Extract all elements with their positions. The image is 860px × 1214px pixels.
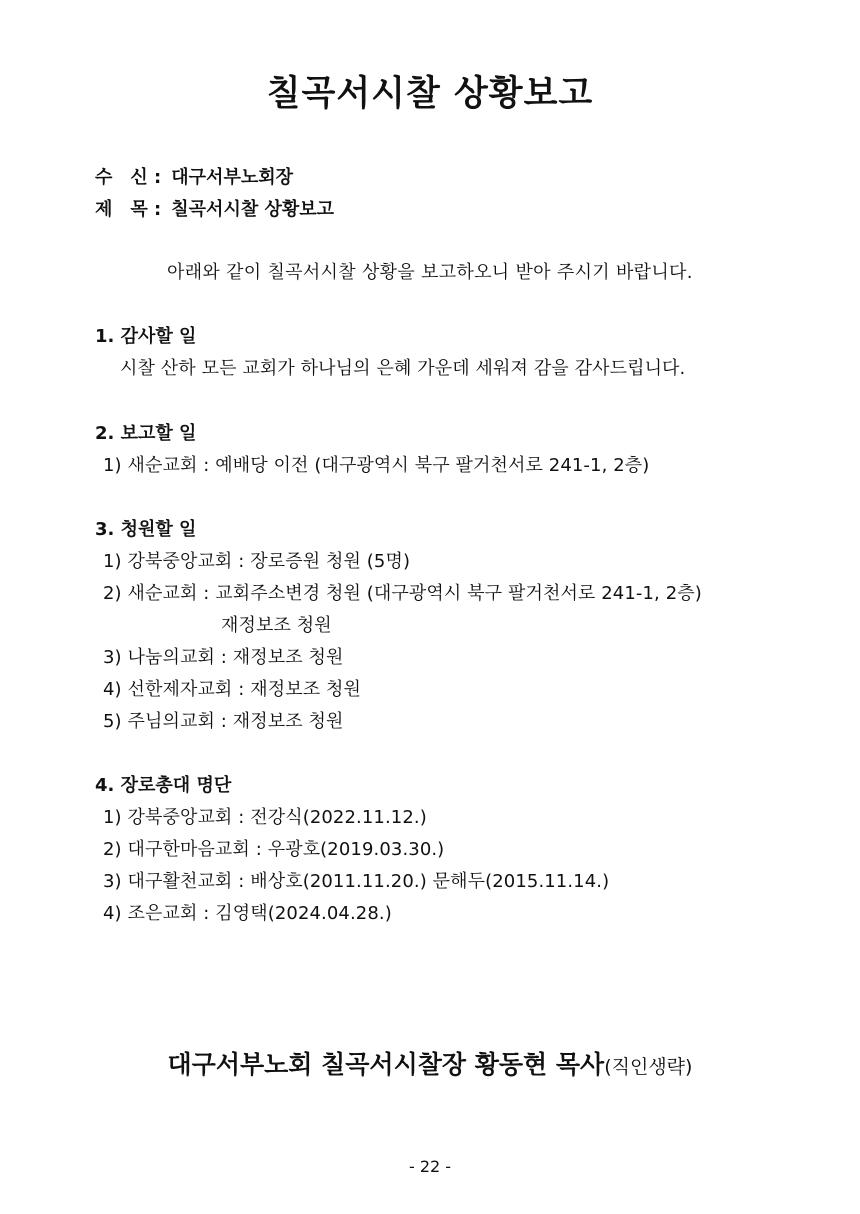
subject-value: 칠곡서시찰 상황보고: [171, 199, 335, 220]
petition-item: 1) 강북중앙교회 : 장로증원 청원 (5명): [103, 551, 411, 572]
report-item: 1) 새순교회 : 예배당 이전 (대구광역시 북구 팔거천서로 241-1, 2층): [103, 455, 650, 476]
section-thanks-heading: 1. 감사할 일: [95, 326, 197, 347]
subject-label: 제 목 :: [95, 199, 162, 220]
section-elders-heading: 4. 장로총대 명단: [95, 775, 232, 796]
elder-item: 2) 대구한마음교회 : 우광호(2019.03.30.): [103, 839, 445, 860]
section-thanks-body: 시찰 산하 모든 교회가 하나님의 은혜 가운데 세워져 감을 감사드립니다.: [120, 358, 686, 379]
document-title: 칠곡서시찰 상황보고: [266, 74, 594, 114]
petition-item: 5) 주님의교회 : 재정보조 청원: [103, 711, 344, 732]
petition-item: 4) 선한제자교회 : 재정보조 청원: [103, 679, 361, 700]
recipient-value: 대구서부노회장: [171, 167, 293, 188]
elder-item: 3) 대구활천교회 : 배상호(2011.11.20.) 문해두(2015.11.14.): [103, 871, 610, 892]
signature-line: [0, 1045, 860, 1081]
petition-item-continuation: 재정보조 청원: [221, 615, 332, 636]
section-petition-heading: 3. 청원할 일: [95, 519, 197, 540]
page-number: - 22 -: [408, 1157, 452, 1176]
petition-item: 3) 나눔의교회 : 재정보조 청원: [103, 647, 344, 668]
elder-item: 1) 강북중앙교회 : 전강식(2022.11.12.): [103, 807, 427, 828]
recipient-row: [95, 163, 293, 189]
intro-paragraph: 아래와 같이 칠곡서시찰 상황을 보고하오니 받아 주시기 바랍니다.: [167, 262, 693, 283]
subject-row: [95, 195, 334, 221]
recipient-label: 수 신 :: [95, 167, 162, 188]
elder-item: 4) 조은교회 : 김영택(2024.04.28.): [103, 903, 392, 924]
signature-name: 대구서부노회 칠곡서시찰장 황동현 목사: [167, 1050, 605, 1079]
petition-item: 2) 새순교회 : 교회주소변경 청원 (대구광역시 북구 팔거천서로 241-1, 2층): [103, 583, 702, 604]
section-report-heading: 2. 보고할 일: [95, 423, 197, 444]
signature-seal-note: (직인생략): [604, 1056, 693, 1078]
